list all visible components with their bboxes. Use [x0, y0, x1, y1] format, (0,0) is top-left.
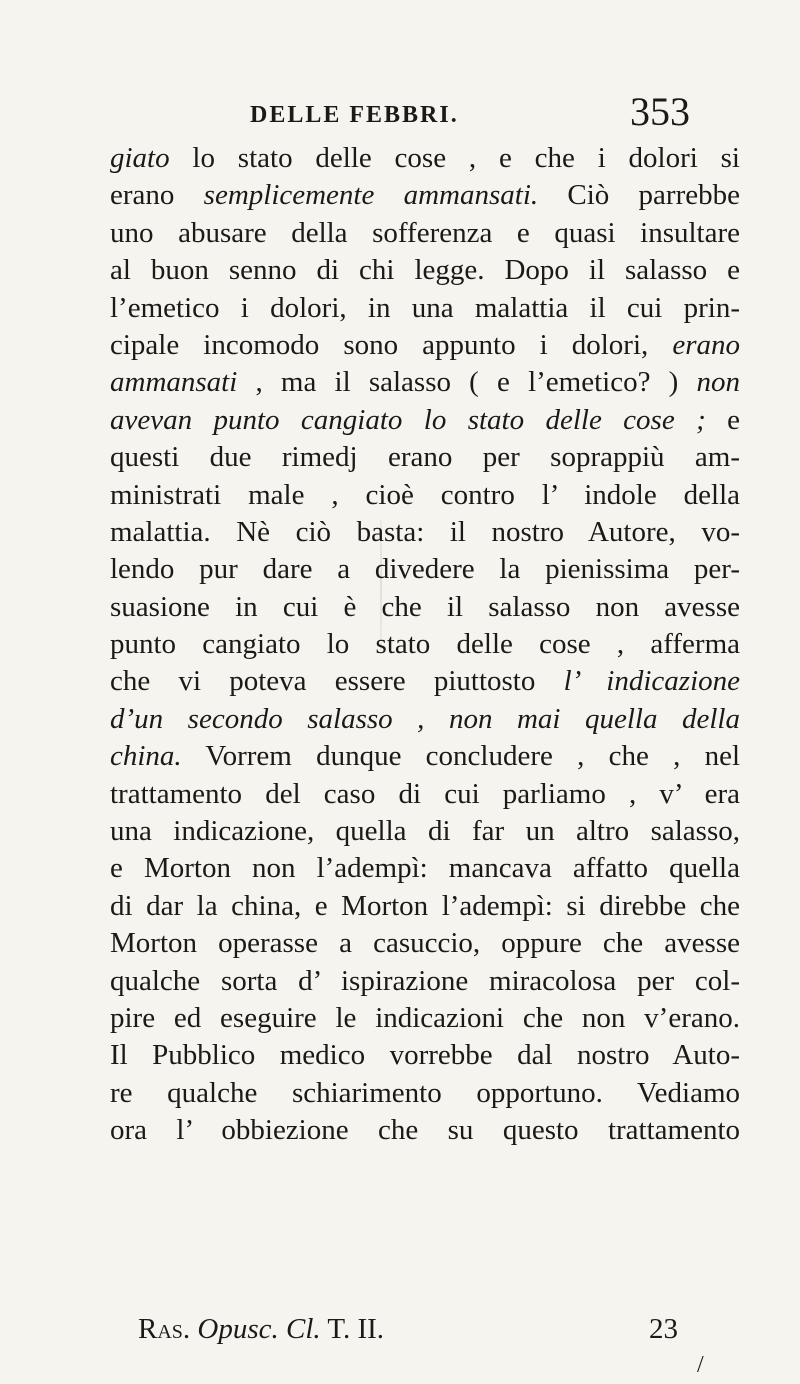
text-line [110, 963, 740, 1000]
text-segment: lendo pur dare a divedere la pienissima per- [110, 553, 740, 586]
text-line [110, 477, 740, 514]
text-line [110, 177, 740, 214]
text-segment: erano [110, 179, 204, 212]
italic-text-segment: d’un secondo salasso , non mai quella della [110, 702, 740, 735]
text-line [110, 252, 740, 289]
italic-text-segment: non [696, 366, 740, 399]
text-segment: Vorrem dunque concludere , che , nel [181, 740, 740, 773]
text-line [110, 776, 740, 813]
text-segment: cipale incomodo sono appunto i dolori, [110, 328, 673, 361]
text-line [110, 888, 740, 925]
text-line [110, 663, 740, 700]
text-segment: l’emetico i dolori, in una malattia il cui prin- [110, 291, 740, 324]
text-line [110, 1037, 740, 1074]
text-line [110, 551, 740, 588]
bottom-mark: / [697, 1352, 704, 1378]
running-title: DELLE FEBBRI. [250, 102, 459, 128]
text-line [110, 1075, 740, 1112]
text-line [110, 364, 740, 401]
body-text [110, 140, 740, 1150]
italic-text-segment: avevan punto cangiato lo stato delle cose ; [110, 403, 706, 436]
text-line [110, 626, 740, 663]
text-line [110, 813, 740, 850]
text-segment: trattamento del caso di cui parliamo , v’ era [110, 777, 740, 810]
text-segment: ora l’ obbiezione che su questo trattamento [110, 1114, 740, 1147]
italic-text-segment: giato [110, 142, 170, 174]
text-line [110, 1000, 740, 1037]
text-segment: al buon senno di chi legge. Dopo il salasso e [110, 254, 740, 287]
text-segment: una indicazione, quella di far un altro salasso, [110, 815, 740, 848]
text-line [110, 925, 740, 962]
text-segment: e [705, 403, 740, 436]
text-line [110, 850, 740, 887]
text-segment: di dar la china, e Morton l’adempì: si direbbe che [110, 889, 740, 922]
signature-author: Ras. [138, 1313, 191, 1345]
page-header [250, 88, 690, 140]
text-segment: qualche sorta d’ ispirazione miracolosa per col- [110, 964, 740, 997]
text-segment: Ciò parrebbe [538, 179, 740, 212]
text-line [110, 439, 740, 476]
page-number: 353 [630, 89, 690, 134]
sheet-number: 23 [649, 1313, 678, 1345]
text-line [110, 701, 740, 738]
text-segment: e Morton non l’adempì: mancava affatto quella [110, 852, 740, 885]
text-line [110, 140, 740, 177]
signature-title: Opusc. Cl. [197, 1313, 321, 1345]
text-segment: questi due rimedj erano per soprappiù am- [110, 441, 740, 474]
text-segment: re qualche schiarimento opportuno. Vediamo [110, 1076, 740, 1109]
text-segment: malattia. Nè ciò basta: il nostro Autore, vo- [110, 515, 740, 548]
text-segment: punto cangiato lo stato delle cose , afferma [110, 628, 740, 661]
signature-volume: T. II. [327, 1313, 385, 1345]
text-segment: suasione in cui è che il salasso non avesse [110, 590, 740, 623]
text-line [110, 402, 740, 439]
text-line [110, 514, 740, 551]
text-segment: che vi poteva essere piuttosto [110, 665, 564, 698]
text-line [110, 327, 740, 364]
text-segment: Il Pubblico medico vorrebbe dal nostro Auto- [110, 1039, 740, 1072]
text-line [110, 738, 740, 775]
text-line [110, 290, 740, 327]
printer-signature [138, 1311, 384, 1348]
text-segment: Morton operasse a casuccio, oppure che avesse [110, 927, 740, 960]
text-segment: lo stato delle cose , e che i dolori si [169, 142, 740, 174]
text-segment: , ma il salasso ( e l’emetico? ) [237, 366, 697, 399]
italic-text-segment: l’ indicazione [563, 665, 740, 698]
text-segment: pire ed eseguire le indicazioni che non v’erano. [110, 1001, 740, 1034]
text-line [110, 215, 740, 252]
text-line [110, 589, 740, 626]
text-segment: ministrati male , cioè contro l’ indole della [110, 478, 740, 511]
italic-text-segment: china. [110, 740, 182, 773]
text-line [110, 1112, 740, 1149]
italic-text-segment: erano [672, 328, 740, 361]
italic-text-segment: semplicemente ammansati. [203, 179, 539, 212]
text-segment: uno abusare della sofferenza e quasi insultare [110, 216, 740, 249]
italic-text-segment: ammansati [110, 366, 238, 399]
